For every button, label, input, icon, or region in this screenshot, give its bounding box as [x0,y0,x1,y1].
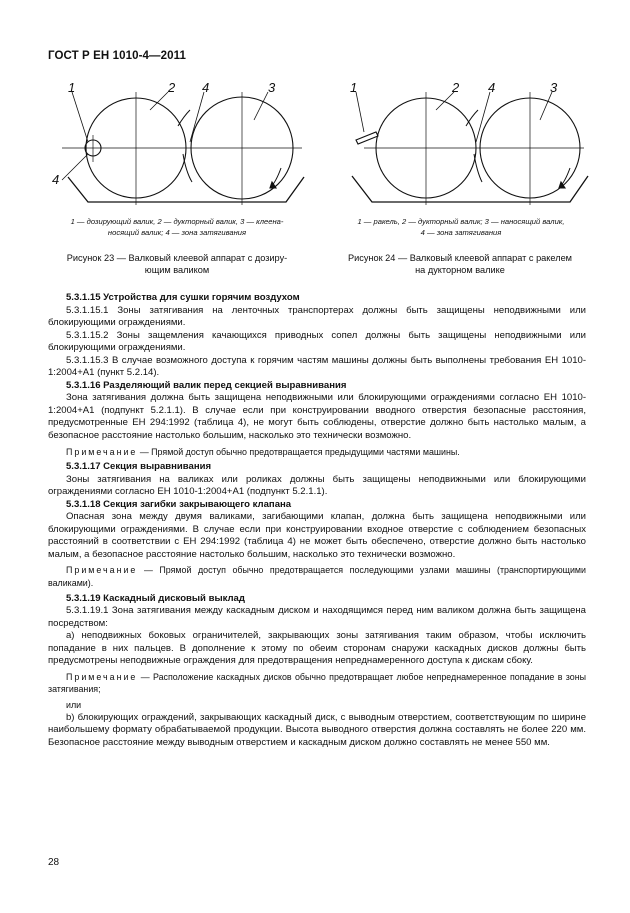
figure-23 [40,80,310,220]
section-heading: 5.3.1.18 Секция загибки закрывающего клапана [66,498,292,510]
paragraph: 5.3.1.15.2 Зоны защемления качающихся приводных сопел должны быть защищены неподвижными или блокирующими ограждениями. [48,329,586,354]
label-3: 3 [550,80,558,95]
note-word: Примечание [66,446,138,457]
label-3: 3 [268,80,276,95]
label-1: 1 [350,80,358,95]
label-4-lower: 4 [52,172,60,187]
page-number: 28 [48,857,60,868]
document-header: ГОСТ Р ЕН 1010-4—2011 [48,50,186,62]
figure-24-caption: Рисунок 24 — Валковый клеевой аппарат с ракелем на дукторном валике [347,253,573,275]
figure-23-drawing [40,80,310,220]
label-4: 4 [488,80,496,95]
label-2: 2 [452,80,460,95]
section-heading: 5.3.1.19 Каскадный дисковый выклад [66,592,245,604]
paragraph: Зоны затягивания на валиках или роликах должны быть защищены неподвижными или блокирующими ограждениями согласно ЕН 1010-1:2004+А1 (подпункт 5.2.1.1). [48,473,586,498]
paragraph: 5.3.1.19.1 Зона затягивания между каскадным диском и находящимся перед ним валиком должна быть защищена посредством: [48,605,586,629]
figure-24-drawing [334,80,590,220]
note-text: — Прямой доступ обычно предотвращается предыдущими частями машины. [137,446,460,457]
paragraph: 5.3.1.15.1 Зоны затягивания на ленточных транспортерах должны быть защищены неподвижными или блокирующими ограждениями. [48,304,586,329]
figure-24-legend: 1 — ракель, 2 — дукторный валик; 3 — наносящий валик, 4 — зона затягивания [357,217,565,237]
note [48,564,586,589]
section-heading: 5.3.1.16 Разделяющий валик перед секцией выравнивания [66,379,347,391]
note-text: — Расположение каскадных дисков обычно предотвращает любое непреднамеренное попадание в зоны затягивания; [48,671,586,695]
figure-23-caption: Рисунок 23 — Валковый клеевой аппарат с дозиру- ющим валиком [66,253,288,275]
note-word: Примечание [66,565,138,576]
note [48,671,586,696]
label-4: 4 [202,80,210,95]
body-text [48,292,586,749]
paragraph: Опасная зона между двумя валиками, загибающими клапан, должна быть защищена неподвижными или блокирующими ограждениями. В случае если при конструировании входное отверстие с соблюдением безопасных расстояний в соответствии с ЕН 294:1992 (таблица 4) не может быть обеспечено, отверстие должно быть настолько малым, а безопасное расстояние настолько большим, насколько это технически возможно. [48,511,586,560]
note [48,446,586,459]
paragraph: 5.3.1.15.3 В случае возможного доступа к горячим частям машины должны быть выполнены требования ЕН 1010-1:2004+А1 (пункт 5.2.14). [48,354,586,379]
section-heading: 5.3.1.15 Устройства для сушки горячим воздухом [66,292,300,303]
figure-24 [334,80,590,220]
list-item-b: b) блокирующих ограждений, закрывающих каскадный диск, с выводным отверстием, соответствующим по ширине наибольшему формату обрабатываемой продукции. Высота выводного отверстия должна составлять не более 220 мм. Безопасное расстояние между выводным отверстием и каскадным диском должно составлять не менее 550 мм. [48,711,586,748]
paragraph: Зона затягивания должна быть защищена неподвижными или блокирующими ограждениями согласно ЕН 1010-1:2004+А1 (подпункт 5.2.1.1). В случае если при конструировании вводного отверстия безопасные расстояния, предусмотренные ЕН 294:1992 (таблица 4), не могут быть соблюдены, отверстие должно быть настолько малым, а безопасное расстояние настолько большим, насколько это технически возможно. [48,392,586,442]
note-text: — Прямой доступ обычно предотвращается последующими узлами машины (транспортирующими валиками). [48,565,586,589]
or-word: или [66,699,82,710]
label-1: 1 [68,80,76,95]
label-2: 2 [168,80,176,95]
list-item-a: а) неподвижных боковых ограничителей, закрывающих зоны затягивания таким образом, чтобы исключить попадание в них пальцев. В дополнение к этому по обеим сторонам снаружи каскадных дисков должны быть предусмотрены неподвижные ограждения для предотвращения непреднамеренного доступа к дискам сбоку. [48,630,586,667]
note-word: Примечание [66,671,138,682]
doctor-blade [356,132,378,144]
section-heading: 5.3.1.17 Секция выравнивания [66,461,212,473]
figure-23-legend: 1 — дозирующий валик, 2 — дукторный валик, 3 — клеена- носящий валик; 4 — зона затягивания [70,217,284,237]
